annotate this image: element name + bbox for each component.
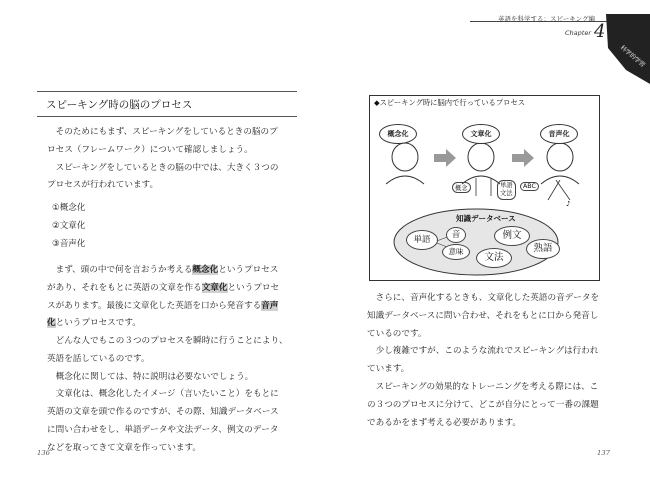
speaking-process-figure (369, 95, 600, 281)
text-line: 少し複雑ですが、このような流れでスピーキングは行われ (367, 346, 599, 357)
chapter-label: Chapter (565, 29, 591, 37)
figure-title: ◆スピーキング時に脳内で行っているプロセス (374, 98, 526, 107)
text-line: スピーキングをしているときの脳の中では、大きく３つの (47, 162, 279, 173)
text-line: ています。 (367, 364, 410, 375)
text-line: 文章化は、概念化したイメージ（言いたいこと）をもとに (47, 389, 279, 400)
text-line: などを取ってきて文章を作っています。 (47, 442, 202, 453)
svg-text:科学的学習: 科学的学習 (618, 44, 647, 69)
highlight-term: 化 (47, 318, 56, 329)
explanation-paragraph (47, 333, 288, 458)
person-head-icon (541, 143, 579, 184)
music-note-icon: ♪ (566, 200, 571, 208)
text-line: スピーキングの効果的なトレーニングを考える際には、こ (367, 381, 599, 392)
db-word-tango: 単語 (406, 230, 438, 250)
chapter-corner-seal-icon (606, 14, 650, 84)
process-paragraph (47, 262, 279, 333)
text-line: さらに、音声化するときも、文章化した英語の音データを (367, 293, 600, 303)
grammar-small-label: 文法 (500, 190, 513, 197)
chapter-number: 4 (594, 21, 606, 42)
text-span: スがあります。最後に文章化した英語を口から発音する (47, 300, 262, 311)
person-head-icon (462, 143, 500, 184)
concept-bubble: 概念化 (379, 124, 417, 144)
right-page-paragraphs (367, 290, 599, 432)
concept-small-label: 概念 (452, 182, 471, 193)
text-line: 英語の文章を頭で作るのですが、その際、知識データベース (47, 407, 279, 418)
intro-paragraph (47, 124, 278, 195)
word-small-label: 単語 (500, 182, 513, 189)
text-line: プロセスが行われています。 (47, 180, 159, 191)
db-word-reibun: 例文 (494, 226, 530, 246)
text-span: まず、頭の中で何を言おうか考える (47, 265, 193, 275)
text-line: であるかをまず考える必要があります。 (367, 417, 522, 428)
person-head-icon (386, 143, 424, 184)
voice-bubble: 音声化 (540, 124, 578, 144)
section-heading-box (37, 91, 297, 117)
text-line: に問い合わせをし、単語データや文法データ、例文のデータ (47, 424, 279, 435)
process-list (52, 200, 86, 253)
text-line: どんな人でもこの３つのプロセスを瞬時に行うことにより、 (47, 336, 288, 346)
list-item: ①概念化 (52, 203, 86, 213)
db-word-bunpou: 文法 (476, 248, 512, 268)
text-span: というプロセ (227, 282, 280, 293)
list-item: ③音声化 (52, 238, 86, 249)
list-item: ②文章化 (52, 220, 86, 231)
text-line: 概念化に関しては、特に説明は必要ないでしょう。 (47, 371, 254, 382)
text-line: 知識データベースに問い合わせ、それをもとに口から発音し (367, 310, 599, 321)
word-grammar-bubble (497, 180, 516, 200)
text-line (47, 280, 279, 298)
flow-arrow-icon (434, 149, 456, 167)
highlight-term: 文章化 (201, 282, 228, 293)
text-line (47, 298, 279, 316)
text-line: の３つのプロセスに分けて、どこが自分にとって一番の課題 (367, 399, 599, 410)
sentence-bubble: 文章化 (462, 124, 500, 144)
text-line: そのためにもまず、スピーキングをしているときの脳のプ (47, 127, 278, 137)
right-page-number: 137 (597, 449, 610, 457)
text-line: 英語を話しているのです。 (47, 353, 150, 364)
highlight-term: 音声 (261, 300, 279, 311)
text-line (47, 315, 279, 333)
database-label: 知識データベース (456, 214, 516, 223)
left-page-number: 136 (37, 449, 50, 457)
section-heading: スピーキング時の脳のプロセス (46, 99, 193, 111)
text-line (47, 262, 279, 280)
db-word-imi: 意味 (442, 244, 470, 260)
text-line: ロセス（フレームワーク）について確認しましょう。 (47, 144, 253, 155)
db-word-oto: 音 (446, 227, 466, 243)
flow-arrow-icon (512, 149, 534, 167)
text-span: というプロセスです。 (55, 318, 141, 329)
text-line: ているのです。 (367, 328, 427, 339)
running-header-title: 英語を科学する：スピーキング編 (498, 15, 596, 23)
db-word-jukugo: 熟語 (526, 239, 560, 259)
text-span: があり、それをもとに英語の文章を作る (47, 282, 202, 293)
abc-small-label: ABC (520, 182, 539, 191)
text-span: というプロセス (218, 265, 279, 275)
highlight-term: 概念化 (192, 265, 219, 275)
